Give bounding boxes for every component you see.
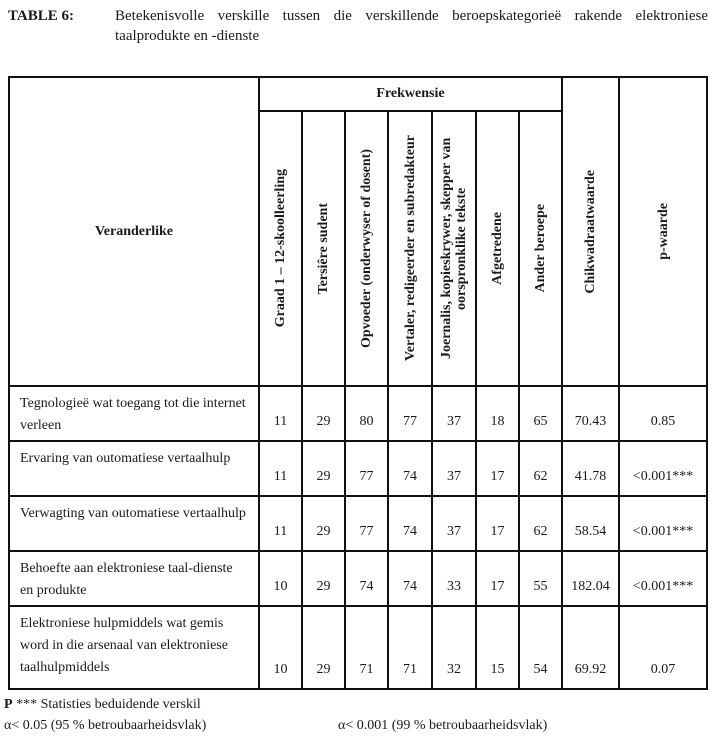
- frequency-cell: 29: [302, 606, 345, 689]
- frequency-cell: 71: [345, 606, 388, 689]
- frequency-cell: 33: [432, 551, 476, 606]
- caption-text: Betekenisvolle verskille tussen die verskillende beroepskategorieë rakende elektroniese taalprodukte en -dienste: [115, 8, 708, 44]
- table-row: [9, 386, 707, 441]
- chi-cell: 69.92: [562, 606, 619, 689]
- frequency-cell: 74: [345, 551, 388, 606]
- table-row: [9, 551, 707, 606]
- variable-cell: Behoefte aan elektroniese taal-dienste en produkte: [9, 551, 259, 606]
- header-category-label: Tersiêre sudent: [316, 202, 331, 295]
- frequency-cell: 15: [476, 606, 519, 689]
- frequency-cell: 62: [519, 496, 562, 551]
- p-value-cell: <0.001***: [619, 496, 707, 551]
- header-chi-label: Chikwadraatwaarde: [583, 169, 598, 294]
- frequency-cell: 10: [259, 606, 302, 689]
- frequency-cell: 17: [476, 441, 519, 496]
- header-frequency: Frekwensie: [259, 77, 562, 111]
- frequency-cell: 11: [259, 496, 302, 551]
- frequency-cell: 80: [345, 386, 388, 441]
- header-p: [619, 77, 707, 386]
- header-category-label: Ander beroepe: [533, 204, 548, 293]
- frequency-cell: 37: [432, 496, 476, 551]
- frequency-cell: 32: [432, 606, 476, 689]
- header-category: [259, 111, 302, 386]
- table-row: [9, 441, 707, 496]
- frequency-cell: 74: [388, 551, 432, 606]
- table-row: [9, 606, 707, 689]
- frequency-cell: 77: [345, 441, 388, 496]
- footnote-p: P: [4, 697, 13, 712]
- p-value-cell: 0.07: [619, 606, 707, 689]
- frequency-cell: 62: [519, 441, 562, 496]
- header-category: [432, 111, 476, 386]
- frequency-cell: 65: [519, 386, 562, 441]
- header-category: [302, 111, 345, 386]
- header-category: [519, 111, 562, 386]
- caption-label: TABLE 6:: [8, 8, 74, 24]
- variable-cell: Verwagting van outomatiese vertaalhulp: [9, 496, 259, 551]
- frequency-cell: 11: [259, 386, 302, 441]
- header-p-label: p-waarde: [655, 203, 671, 260]
- frequency-cell: 37: [432, 441, 476, 496]
- variable-cell: Ervaring van outomatiese vertaalhulp: [9, 441, 259, 496]
- frequency-cell: 10: [259, 551, 302, 606]
- frequency-cell: 29: [302, 551, 345, 606]
- frequency-cell: 29: [302, 386, 345, 441]
- footnote-stat: *** Statisties beduidende verskil: [16, 697, 201, 712]
- header-category: [345, 111, 388, 386]
- table-caption: [8, 6, 708, 46]
- frequency-cell: 77: [388, 386, 432, 441]
- header-category-label: Opvoeder (onderwyser of dosent): [359, 149, 374, 348]
- chi-cell: 182.04: [562, 551, 619, 606]
- chi-cell: 58.54: [562, 496, 619, 551]
- frequency-cell: 74: [388, 441, 432, 496]
- variable-cell: Tegnologieë wat toegang tot die internet verleen: [9, 386, 259, 441]
- p-value-cell: <0.001***: [619, 441, 707, 496]
- header-category-label: Afgetredene: [490, 212, 505, 285]
- frequency-cell: 71: [388, 606, 432, 689]
- header-category-label: Graad 1 – 12-skoolleerling: [273, 169, 288, 328]
- frequency-cell: 17: [476, 551, 519, 606]
- p-value-cell: 0.85: [619, 386, 707, 441]
- footnote-alpha2: α< 0.001 (99 % betroubaarheidsvlak): [338, 718, 548, 733]
- frequency-cell: 18: [476, 386, 519, 441]
- footnote-alpha1: α< 0.05 (95 % betroubaarheidsvlak): [4, 718, 207, 733]
- table-row: [9, 496, 707, 551]
- frequency-cell: 29: [302, 496, 345, 551]
- header-chi: [562, 77, 619, 386]
- frequency-cell: 11: [259, 441, 302, 496]
- frequency-cell: 17: [476, 496, 519, 551]
- header-category-label: Vertaler, redigeerder en subredakteur: [402, 135, 418, 362]
- frequency-cell: 54: [519, 606, 562, 689]
- chi-cell: 70.43: [562, 386, 619, 441]
- footnote-significance: [4, 697, 201, 713]
- header-variable: Veranderlike: [9, 77, 259, 386]
- header-category-label: Joernalis, kopieskrywer, skepper van oorspronklike tekste: [439, 137, 469, 360]
- frequency-cell: 37: [432, 386, 476, 441]
- frequency-cell: 77: [345, 496, 388, 551]
- variable-cell: Elektroniese hulpmiddels wat gemis word in die arsenaal van elektroniese taalhulpmiddels: [9, 606, 259, 689]
- p-value-cell: <0.001***: [619, 551, 707, 606]
- frequency-cell: 74: [388, 496, 432, 551]
- results-table: [8, 76, 708, 690]
- header-category: [388, 111, 432, 386]
- frequency-cell: 55: [519, 551, 562, 606]
- frequency-cell: 29: [302, 441, 345, 496]
- chi-cell: 41.78: [562, 441, 619, 496]
- header-category: [476, 111, 519, 386]
